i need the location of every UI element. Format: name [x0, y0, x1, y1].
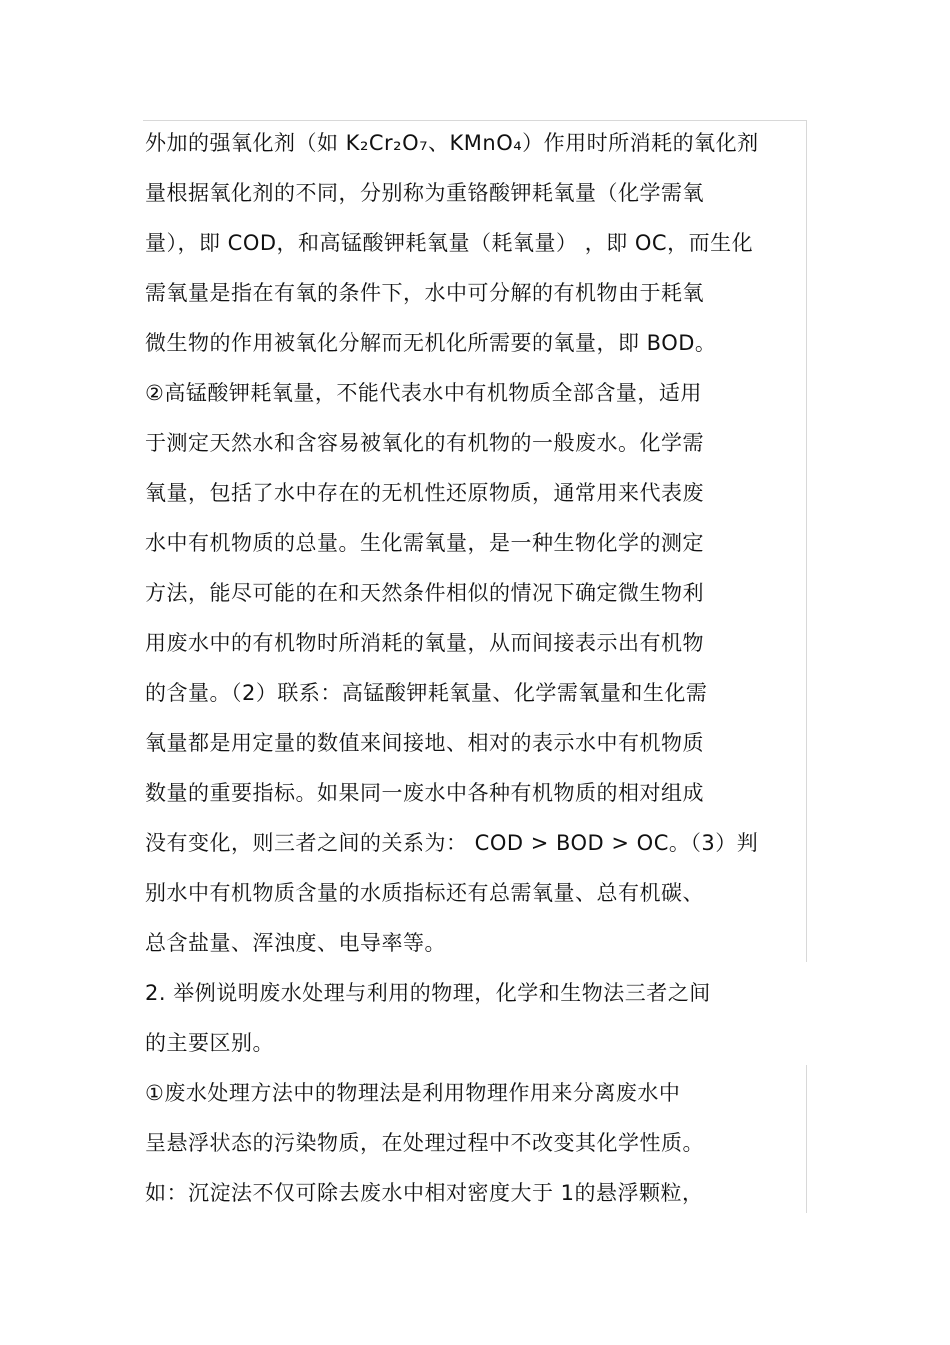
- table-border-top: [143, 120, 807, 121]
- text-line: 量根据氧化剂的不同，分别称为重铬酸钾耗氧量（化学需氧: [145, 181, 704, 205]
- text-line: 没有变化，则三者之间的关系为： COD > BOD > OC。（3）判: [145, 831, 759, 855]
- text-line: 的含量。（2）联系：高锰酸钾耗氧量、化学需氧量和生化需: [145, 681, 708, 705]
- text-line: 别水中有机物质含量的水质指标还有总需氧量、总有机碳、: [145, 881, 704, 905]
- text-line: 于测定天然水和含容易被氧化的有机物的一般废水。化学需: [145, 431, 704, 455]
- question-heading-cont: 的主要区别。: [145, 1031, 274, 1055]
- text-line: 氧量，包括了水中存在的无机性还原物质，通常用来代表废: [145, 481, 704, 505]
- text-line: 需氧量是指在有氧的条件下，水中可分解的有机物由于耗氧: [145, 281, 704, 305]
- text-line: 呈悬浮状态的污染物质，在处理过程中不改变其化学性质。: [145, 1131, 704, 1155]
- table-border-right: [806, 120, 807, 962]
- text-line: 用废水中的有机物时所消耗的氧量，从而间接表示出有机物: [145, 631, 704, 655]
- text-line: 总含盐量、浑浊度、电导率等。: [145, 931, 446, 955]
- text-line: 数量的重要指标。如果同一废水中各种有机物质的相对组成: [145, 781, 704, 805]
- text-line: 氧量都是用定量的数值来间接地、相对的表示水中有机物质: [145, 731, 704, 755]
- text-line: 量），即 COD，和高锰酸钾耗氧量（耗氧量） ，即 OC，而生化: [145, 231, 754, 255]
- table-border-right-lower: [806, 1065, 807, 1213]
- text-line: ①废水处理方法中的物理法是利用物理作用来分离废水中: [145, 1081, 681, 1105]
- text-line: 外加的强氧化剂（如 K₂Cr₂O₇、KMnO₄）作用时所消耗的氧化剂: [145, 131, 759, 155]
- text-line: 如：沉淀法不仅可除去废水中相对密度大于 1的悬浮颗粒，: [145, 1181, 704, 1205]
- question-heading: 2. 举例说明废水处理与利用的物理，化学和生物法三者之间: [145, 981, 711, 1005]
- text-line: 方法，能尽可能的在和天然条件相似的情况下确定微生物利: [145, 581, 704, 605]
- text-line: 水中有机物质的总量。生化需氧量，是一种生物化学的测定: [145, 531, 704, 555]
- text-line: 微生物的作用被氧化分解而无机化所需要的氧量，即 BOD。: [145, 331, 717, 355]
- text-line: ②高锰酸钾耗氧量，不能代表水中有机物质全部含量，适用: [145, 381, 702, 405]
